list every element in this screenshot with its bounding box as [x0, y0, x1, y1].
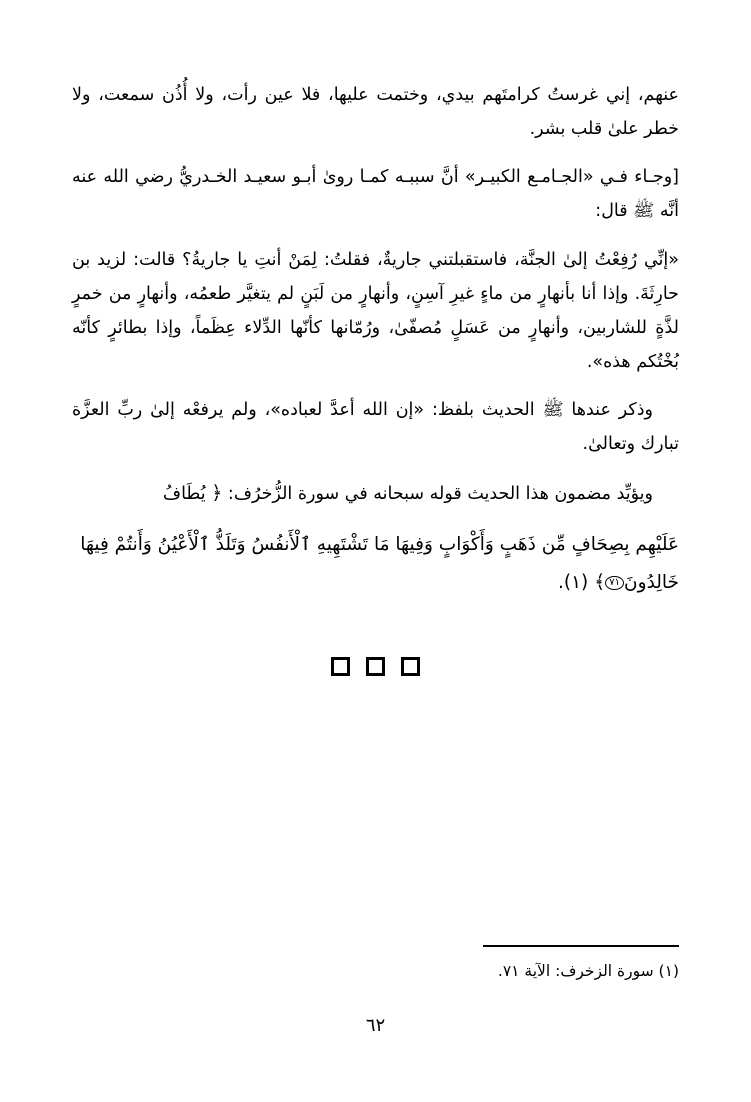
paragraph-1: عنهم، إني غرستُ كرامتَهم بيدي، وختمت عليها، فلا عين رأت، ولا أُذُن سمعت، ولا خطر علىٰ قلب بشر. [72, 85, 679, 140]
main-text-block [72, 78, 679, 601]
paragraph-5 [72, 475, 679, 512]
paragraph-3: «إنِّي رُفِعْتُ إلىٰ الجنَّة، فاستقبلتني جاريةٌ، فقلتُ: لِمَنْ أنتِ يا جاريةُ؟ قالت: لزيد بن حارِثَةَ. وإذا أنا بأنهارٍ من ماءٍ غيرِ آسِنٍ، وأنهارٍ من لَبَنٍ لم يتغيَّر طعمُه، وأنهارٍ من خمرٍ لذَّةٍ للشاربين، وأنهارٍ من عَسَلٍ مُصفّىٰ، ورُمّانها كأنّها الدِّلاء عِظَماً، وإذا بطائرٍ كأنّه بُخْتُكم هذه». [72, 249, 679, 372]
footnote-text: (١) سورة الزخرف: الآية ٧١. [497, 962, 679, 981]
section-ornaments [72, 657, 679, 676]
paragraph-2: [وجـاء فـي «الجـامـع الكبيـر» أنَّ سببـه كمـا روىٰ أبـو سعيـد الخـدريُّ رضي الله عنه أنَّه ﷺ قال: [72, 167, 679, 222]
quran-verse-line-2 [72, 526, 679, 563]
square-ornament-icon [401, 657, 420, 676]
square-ornament-icon [331, 657, 350, 676]
quran-verse-line-3: خَالِدُونَ٧١﴾ (١). [558, 571, 679, 594]
footnote-divider [483, 945, 679, 947]
quran-line-3-text: خَالِدُونَ [624, 572, 679, 594]
quran-footnote-ref: (١) [563, 572, 589, 594]
footnote-section [72, 945, 679, 984]
square-ornament-icon [366, 657, 385, 676]
paragraph-4: وذكر عندها ﷺ الحديث بلفظ: «إن الله أعدَّ لعباده»، ولم يرفعْه إلىٰ ربِّ العزَّة تبارك وتعالىٰ. [72, 400, 679, 455]
quran-line-2-text: عَلَيْهِم بِصِحَافٍ مِّن ذَهَبٍ وَأَكْوَابٍ وَفِيهَا مَا تَشْتَهِيهِ ٱلْأَنفُسُ وَتَلَذُّ ٱلْأَعْيُنُ وَأَنتُمْ فِيهَا [80, 534, 679, 556]
quran-closing-brace: ﴾ [594, 571, 606, 594]
quran-opening-brace: ﴿ [211, 482, 223, 505]
paragraph-5-text: ويؤيِّد مضمون هذا الحديث قوله سبحانه في سورة الزُّخرُف: [227, 484, 653, 505]
quran-line-1: يُطَافُ [162, 484, 206, 505]
quran-verse-marker: ٧١ [605, 576, 624, 590]
page-number: ٦٢ [365, 1015, 386, 1036]
